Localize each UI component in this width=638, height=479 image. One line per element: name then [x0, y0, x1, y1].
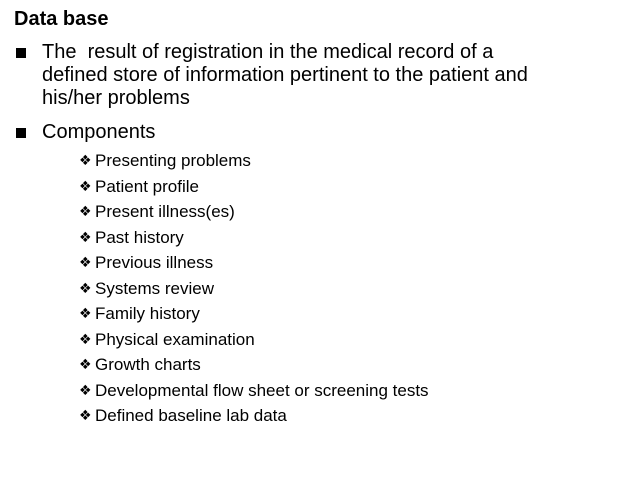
square-bullet-icon — [16, 128, 26, 138]
component-item — [79, 174, 579, 200]
component-label: Previous illness — [95, 253, 214, 272]
component-item — [79, 403, 579, 429]
component-label: Patient profile — [95, 176, 199, 196]
component-item — [79, 301, 579, 327]
component-label: Developmental flow sheet or screening tests — [95, 380, 429, 400]
component-label: Presenting problems — [95, 151, 251, 170]
component-item — [79, 250, 579, 276]
square-bullet-icon — [16, 48, 26, 58]
diamond-bullet-icon: ❖ — [79, 177, 92, 194]
slide-title: Data base — [14, 8, 109, 30]
diamond-bullet-icon: ❖ — [79, 305, 92, 321]
diamond-bullet-icon: ❖ — [79, 407, 92, 423]
component-item — [79, 378, 579, 404]
component-label: Growth charts — [95, 355, 201, 374]
component-item — [79, 327, 579, 353]
bullet-definition-line-3: his/her problems — [42, 87, 190, 109]
component-item — [79, 199, 579, 225]
diamond-bullet-icon: ❖ — [79, 356, 92, 372]
component-label: Present illness(es) — [95, 202, 235, 221]
bullet-definition-text — [42, 41, 528, 110]
component-label: Physical examination — [95, 329, 255, 349]
component-label: Past history — [95, 227, 184, 247]
diamond-bullet-icon: ❖ — [79, 330, 92, 347]
component-item — [79, 148, 579, 174]
diamond-bullet-icon: ❖ — [79, 228, 92, 245]
component-item — [79, 352, 579, 378]
component-label: Family history — [95, 304, 200, 323]
diamond-bullet-icon: ❖ — [79, 203, 92, 219]
bullet-definition-line-1: The result of registration in the medical record of a — [42, 41, 494, 63]
diamond-bullet-icon: ❖ — [79, 381, 92, 398]
component-label: Systems review — [95, 278, 215, 298]
components-list — [79, 148, 579, 429]
bullet-components-text: Components — [42, 121, 156, 143]
bullet-definition-line-2: defined store of information pertinent to the patient and — [42, 64, 528, 86]
diamond-bullet-icon: ❖ — [79, 152, 92, 168]
bullet-definition — [14, 41, 614, 111]
diamond-bullet-icon: ❖ — [79, 279, 92, 296]
component-item — [79, 276, 579, 302]
component-label: Defined baseline lab data — [95, 406, 287, 425]
bullet-components — [14, 121, 314, 147]
component-item — [79, 225, 579, 251]
diamond-bullet-icon: ❖ — [79, 254, 92, 270]
